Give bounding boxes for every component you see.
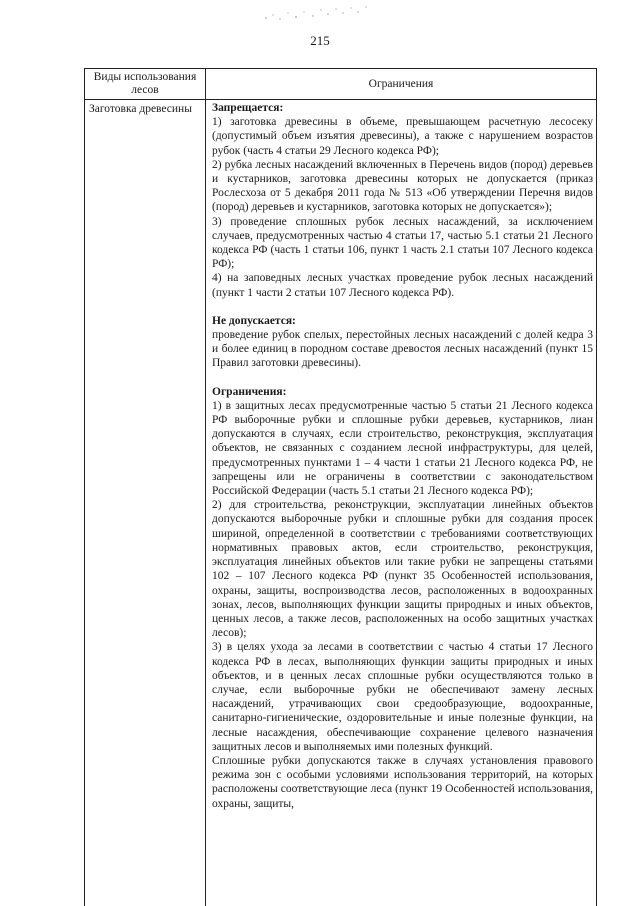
- header-use-types: Виды использования лесов: [93, 71, 197, 96]
- restriction-item-4: Сплошные рубки допускаются также в случаях установления правового режима зон с особыми условиями использования территорий, на которых расположены соответствующие леса (пункт 19 Особенностей использования, охраны, защиты,: [212, 754, 593, 810]
- scan-noise-marks: [258, 4, 378, 26]
- spacer: [212, 300, 593, 314]
- header-restrictions: Ограничения: [368, 78, 434, 90]
- prohibited-item-3: 3) проведение сплошных рубок лесных насаждений, за исключением случаев, предусмотренных частью 4 статьи 17, частью 5.1 статьи 21 Лесного кодекса РФ (часть 1 статьи 106, пункт 1 часть 2.1 статьи 107 Лесного кодекса РФ);: [212, 215, 593, 271]
- section-heading-not-allowed: Не допускается:: [212, 314, 296, 327]
- restriction-item-1: 1) в защитных лесах предусмотренные частью 5 статьи 21 Лесного кодекса РФ выборочные рубки и сплошные рубки деревьев, кустарников, лиан допускаются в случаях, если строительство, реконструкция, эксплуатация объектов, не связанных с созданием лесной инфраструктуры, для целей, предусмотренных пунктами 1 – 4 части 1 статьи 21 Лесного кодекса РФ, не запрещены или не ограничены в соответствии с законодательством Российской Федерации (часть 5.1 статьи 21 Лесного кодекса РФ);: [212, 399, 593, 498]
- prohibited-item-1: 1) заготовка древесины в объеме, превышающем расчетную лесосеку (допустимый объем изъятия древесины), а также с нарушением возрастов рубок (часть 4 статьи 29 Лесного кодекса РФ);: [212, 116, 593, 157]
- section-heading-restrictions: Ограничения:: [212, 385, 287, 398]
- use-type-cell: Заготовка древесины: [89, 103, 192, 115]
- restrictions-cell: [212, 101, 593, 811]
- page-number: 215: [310, 33, 330, 48]
- restriction-item-2: 2) для строительства, реконструкции, эксплуатации линейных объектов допускаются выборочные рубки и сплошные рубки для создания просек шириной, определенной в соответствии с требованиями соответствующих нормативных правовых актов, если строительство, реконструкция, эксплуатация линейных объектов или такие рубки не запрещены статьями 102 – 107 Лесного кодекса РФ (пункт 35 Особенностей использования, охраны, защиты, воспроизводства лесов, расположенных в водоохранных зонах, лесов, выполняющих функции защиты природных и иных объектов, ценных лесов, а также лесов, расположенных на особо защитных участках лесов);: [212, 499, 593, 640]
- spacer: [212, 371, 593, 385]
- section-heading-prohibited: Запрещается:: [212, 102, 284, 114]
- not-allowed-item-1: проведение рубок спелых, перестойных лесных насаждений с долей кедра 3 и более единиц в породном составе древостоя лесных насаждений (пункт 15 Правил заготовки древесины).: [212, 329, 593, 370]
- table-header-row: [85, 69, 596, 100]
- column-divider: [205, 69, 206, 906]
- prohibited-item-4: 4) на заповедных лесных участках проведение рубок лесных насаждений (пункт 1 части 2 статьи 107 Лесного кодекса РФ).: [212, 272, 593, 299]
- prohibited-item-2: 2) рубка лесных насаждений включенных в Перечень видов (пород) деревьев и кустарников, заготовка древесины которых не допускается (приказ Рослесхоза от 5 декабря 2011 года № 513 «Об утверждении Перечня видов (пород) деревьев и кустарников, заготовка которых не допускается»);: [212, 158, 593, 214]
- restrictions-table: [84, 68, 597, 906]
- restriction-item-3: 3) в целях ухода за лесами в соответствии с частью 4 статьи 17 Лесного кодекса РФ в лесах, выполняющих функции защиты природных и иных объектов, и в ценных лесах сплошные рубки осуществляются только в случае, если выборочные рубки не обеспечивают замену лесных насаждений, утрачивающих свои средообразующие, водоохранные, санитарно-гигиенические, оздоровительные и иные полезные функции, на лесные насаждения, обеспечивающие сохранение целевого назначения защитных лесов и выполняемых ими полезных функций.: [212, 641, 593, 753]
